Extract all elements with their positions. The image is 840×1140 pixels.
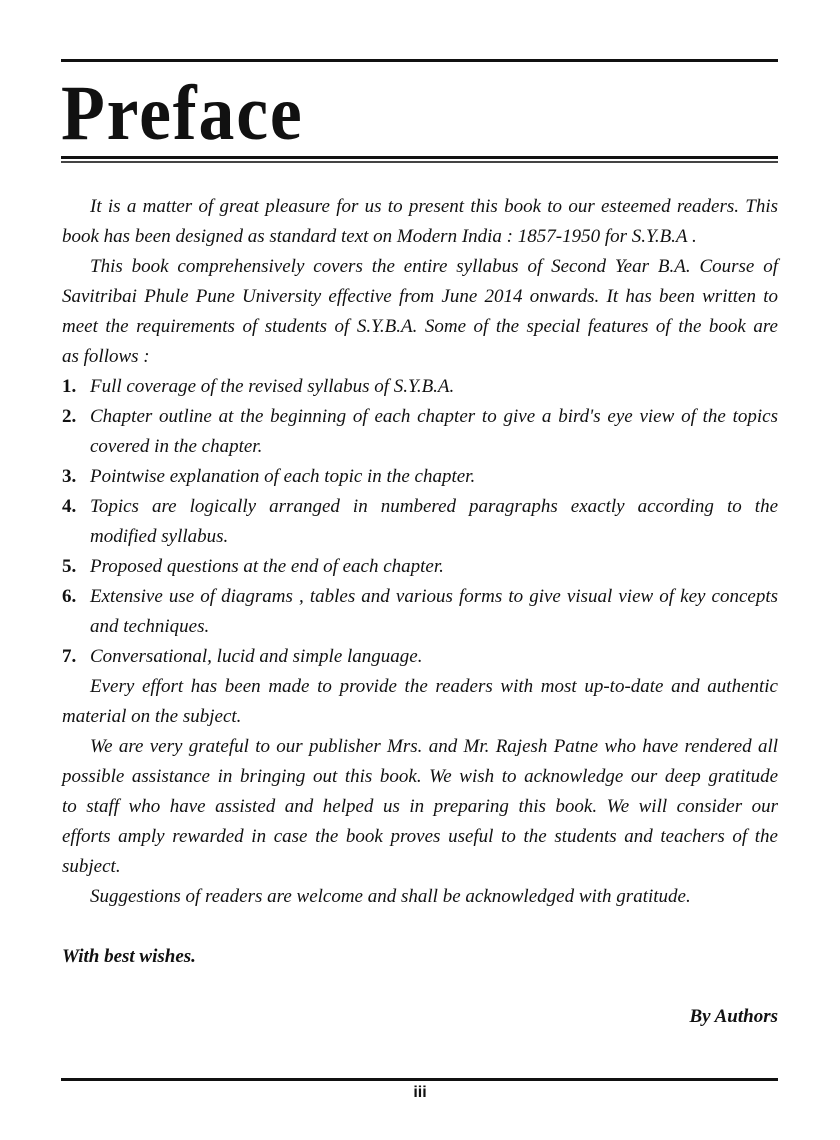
text-line: Pointwise explanation of each topic in the chapter. — [90, 466, 476, 487]
text-line: possible assistance in bringing out this book. We wish to acknowledge our deep gratitude — [62, 766, 778, 787]
paragraph-coverage — [62, 252, 778, 372]
list-item — [62, 642, 778, 672]
text-line: covered in the chapter. — [90, 436, 263, 457]
closing-line: With best wishes. — [62, 946, 196, 967]
text-line: Topics are logically arranged in numbered paragraphs exactly according to the — [90, 496, 778, 517]
text-line: Savitribai Phule Pune University effective from June 2014 onwards. It has been written to — [62, 286, 778, 307]
signature: By Authors — [689, 1006, 778, 1027]
text-line: Chapter outline at the beginning of each chapter to give a bird's eye view of the topics — [90, 406, 778, 427]
item-number: 1. — [62, 376, 77, 397]
text-line: and techniques. — [90, 616, 210, 637]
item-number: 2. — [62, 406, 77, 427]
footer-rule — [61, 1078, 778, 1081]
text-line: We are very grateful to our publisher Mrs. and Mr. Rajesh Patne who have rendered all — [90, 736, 778, 757]
text-line: meet the requirements of students of S.Y.B.A. Some of the special features of the book are — [62, 316, 778, 337]
spacer — [62, 912, 778, 942]
features-list — [62, 372, 778, 672]
item-number: 6. — [62, 586, 77, 607]
text-line: book has been designed as standard text on Modern India : 1857-1950 for S.Y.B.A . — [62, 226, 697, 247]
list-item — [62, 582, 778, 642]
text-line: Extensive use of diagrams , tables and various forms to give visual view of key concepts — [90, 586, 778, 607]
text-line: material on the subject. — [62, 706, 242, 727]
page-title: Preface — [61, 69, 304, 156]
item-number: 7. — [62, 646, 77, 667]
item-number: 4. — [62, 496, 77, 517]
text-line: Conversational, lucid and simple language. — [90, 646, 423, 667]
paragraph-intro — [62, 192, 778, 252]
item-number: 3. — [62, 466, 77, 487]
text-line: It is a matter of great pleasure for us to present this book to our esteemed readers. This — [90, 196, 778, 217]
paragraph-suggestions — [62, 882, 778, 912]
preface-body — [62, 192, 778, 1032]
text-line: Every effort has been made to provide the readers with most up-to-date and authentic — [90, 676, 778, 697]
text-line: Suggestions of readers are welcome and shall be acknowledged with gratitude. — [90, 886, 691, 907]
item-number: 5. — [62, 556, 77, 577]
paragraph-acknowledgement — [62, 732, 778, 882]
list-item — [62, 402, 778, 462]
paragraph-effort — [62, 672, 778, 732]
list-item — [62, 552, 778, 582]
top-rule — [61, 59, 778, 62]
text-line: to staff who have assisted and helped us in preparing this book. We will consider our — [62, 796, 778, 817]
text-line: Full coverage of the revised syllabus of S.Y.B.A. — [90, 376, 455, 397]
title-rule-thick — [61, 156, 778, 159]
text-line: modified syllabus. — [90, 526, 229, 547]
list-item — [62, 492, 778, 552]
title-rule-thin — [61, 161, 778, 163]
text-line: This book comprehensively covers the entire syllabus of Second Year B.A. Course of — [90, 256, 778, 277]
page-number: iii — [413, 1084, 427, 1101]
list-item — [62, 462, 778, 492]
spacer — [62, 972, 778, 1002]
text-line: subject. — [62, 856, 121, 877]
list-item — [62, 372, 778, 402]
text-line: efforts amply rewarded in case the book proves useful to the students and teachers of the — [62, 826, 778, 847]
text-line: as follows : — [62, 346, 150, 367]
text-line: Proposed questions at the end of each chapter. — [90, 556, 444, 577]
